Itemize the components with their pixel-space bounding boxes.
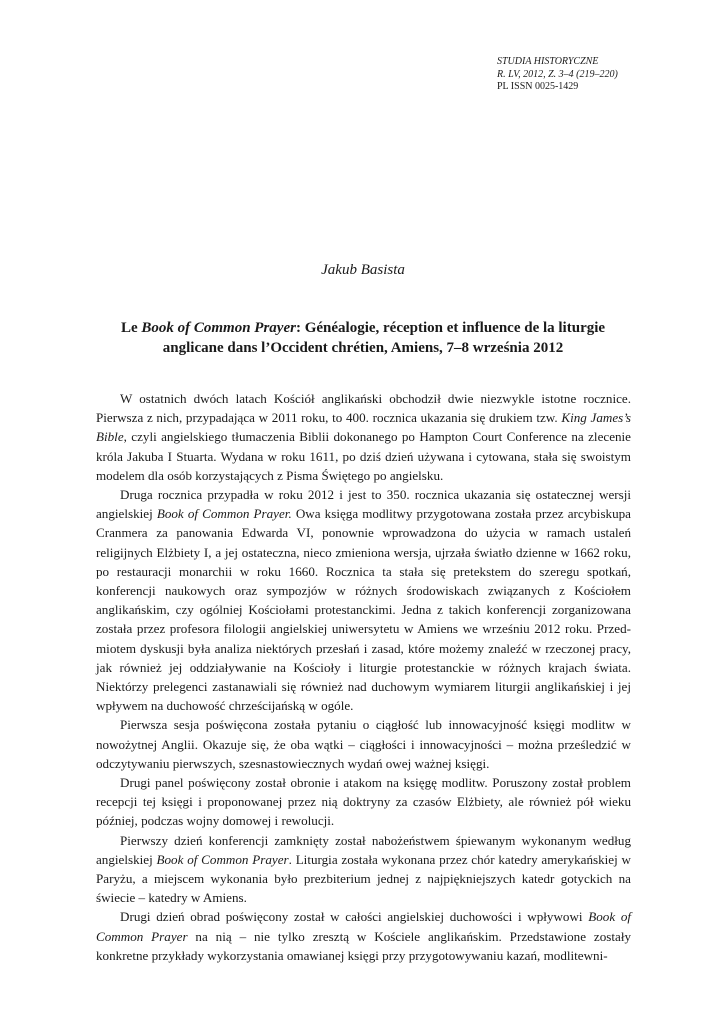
paragraph-italic: King James’s Bible [96,410,631,445]
author-name: Jakub Basista [321,262,405,278]
paragraph-text: Owa księga modlitwy przygotowana została przez arcybiskupa Cranmera za panowania Edwarda VI, ponownie wprowadzona do użycia w ramach ustaleń religijnych Elżbiety I, a jej ostateczna, nieco zmieniona wersja, ujrzała światło dzienne w 1662 roku, po restauracji monarchii w roku 1660. Rocznica ta stała się pretekstem do szeregu spotkań, konferencji naukowych oraz sympozjów w różnych środowiskach związanych z Kościołem anglikańskim, czy ogólniej Kościołami protestanckimi. Jedna z takich konferencji zorganizowana została przez profesora filologii angielskiej uniwersytetu w Amiens we wrześniu 2012 roku. Przedmiotem dyskusji była analiza niektórych przesłań i zasad, które możemy znaleźć w rzeczonej pracy, jak również jej oddziaływanie na Kościoły i liturgie protestanckie w różnych krajach świata. Niektórzy prelegenci zastanawiali się również nad duchowym wymiarem liturgii anglikańskiej i jej wpływem na duchowość chrześcijańską w ogóle. [96,506,631,714]
paragraph [96,485,631,715]
title-rest: : Généalogie, réception et influence de la liturgie anglicane dans l’Occident chrétien, Amiens, 7–8 września 2012 [162,320,606,356]
paragraph-text: Druga rocznica przypadła w roku 2012 i jest to 350. rocznica ukazania się ostatecznej wersji angielskiej [96,487,631,522]
journal-name: STUDIA HISTORYCZNE [497,56,599,67]
paragraph-text: Drugi panel poświęcony został obronie i atakom na księgę modlitw. Poruszony został problem recepcji tej księgi i proponowanej przez nią doktryny za czasów Elżbiety, ale również pół wieku później, podczas wojny domowej i rewolucji. [96,775,631,829]
paragraph-italic: Book of Common Prayer [96,909,631,944]
article-body [96,389,631,965]
article-title [100,318,626,358]
paragraph-italic: Book of Common Prayer. [156,506,292,522]
paragraph [96,389,631,485]
paragraph-text: Pierwszy dzień konferencji zamknięty został nabożeństwem śpiewanym wykonanym według angielskiej [96,832,631,867]
paragraph [96,773,631,831]
journal-volume: R. LV, 2012, Z. 3–4 (219–220) [497,68,618,80]
title-prefix: Le [120,320,142,336]
title-book: Book of Common Prayer [141,320,296,336]
paragraph-text: na nią – nie tylko zresztą w Kościele anglikańskim. Przedstawione zostały konkretne przykłady wykorzystania omawianej księgi przy przygotowywaniu kazań, modlitewni- [96,928,632,963]
paragraph [96,907,631,965]
paragraph [96,715,631,773]
paragraph-italic: Book of Common Prayer [156,851,289,867]
journal-header [497,56,618,94]
paragraph-text: , czyli angielskiego tłumaczenia Biblii dokonanego po Hampton Court Conference na zlecenie króla Jakuba I Stuarta. Wydana w roku 1611, po dziś dzień używana i cytowana, stała się swoistym modelem dla osób korzystających z Pisma Świętego po angielsku. [96,429,631,483]
paragraph-text: Pierwsza sesja poświęcona została pytaniu o ciągłość lub innowacyjność księgi modlitw w nowożytnej Anglii. Okazuje się, że oba wątki – ciągłości i innowacyjności – można prześledzić w odczytywaniu pierwszych, szesnastowiecznych wydań owej ważnej księgi. [96,717,631,771]
paragraph-text: W ostatnich dwóch latach Kościół anglikański obchodził dwie niezwykle istotne rocznice. Pierwsza z nich, przypadająca w 2011 roku, to 400. rocznica ukazania się drukiem tzw. [96,391,631,426]
paragraph [96,831,631,908]
paragraph-text: . Liturgia została wykonana przez chór katedry amerykańskiej w Paryżu, a miejscem wykonania było prezbiterium jednej z najpiękniejszych katedr gotyckich na świecie – katedry w Amiens. [96,851,631,906]
journal-issn: PL ISSN 0025-1429 [497,81,579,92]
paragraph-text: Drugi dzień obrad poświęcony został w całości angielskiej duchowości i wpływowi [120,909,589,925]
